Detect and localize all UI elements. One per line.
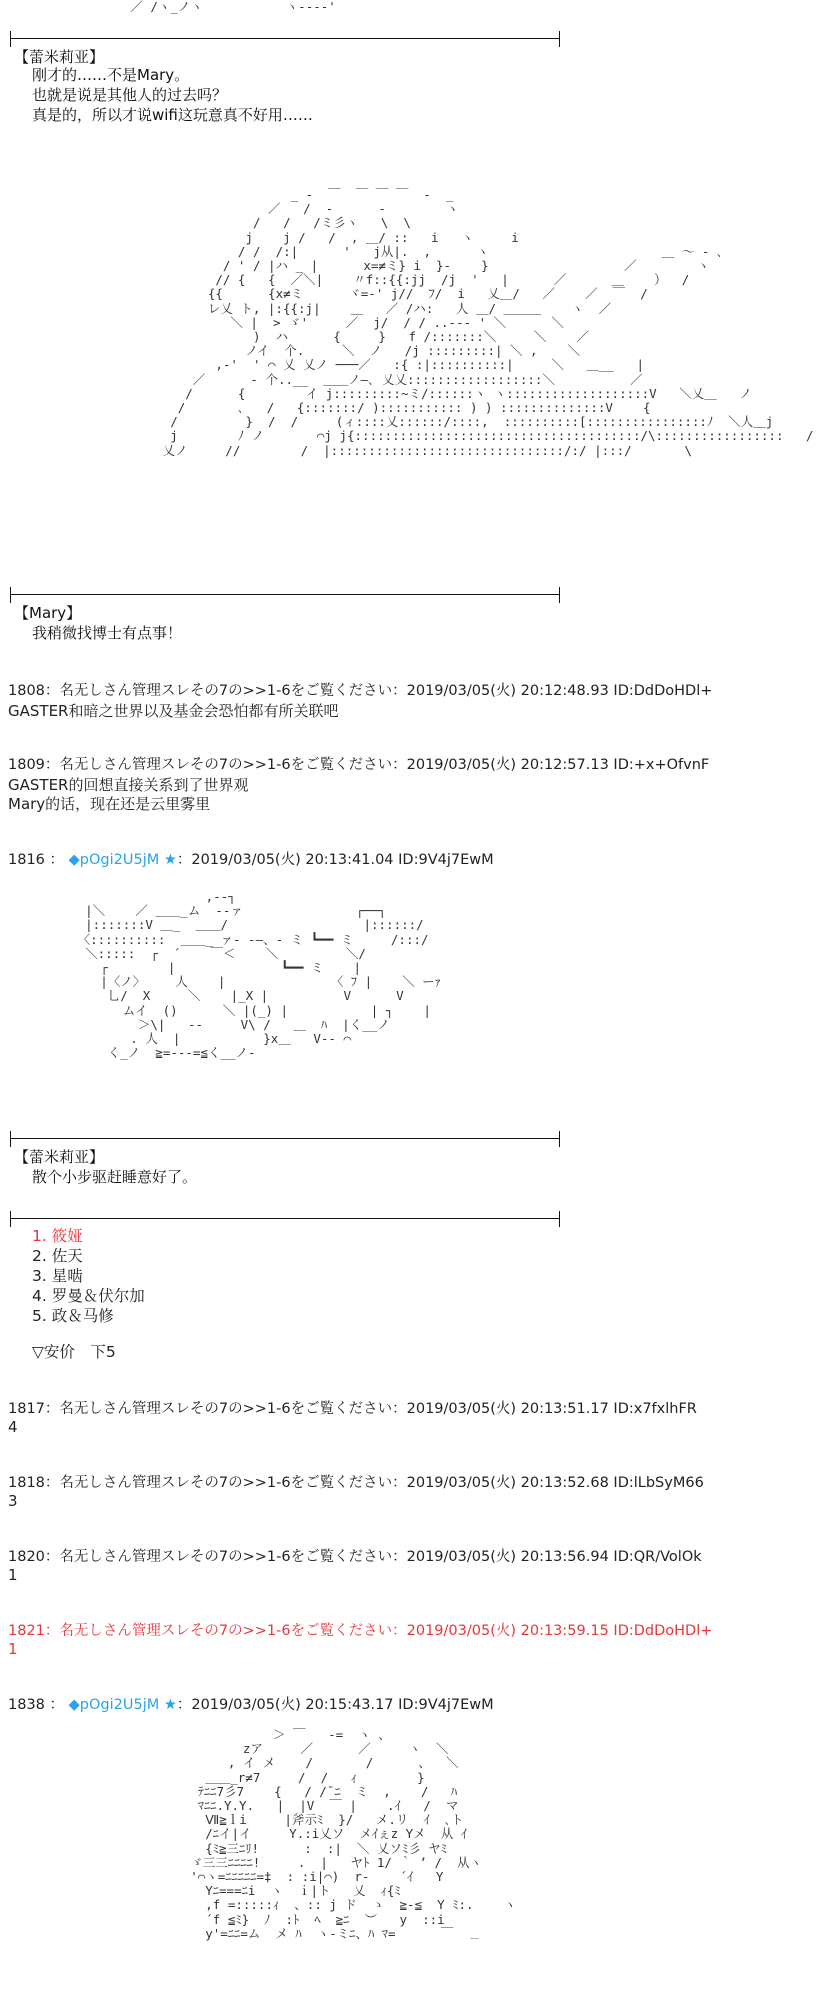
post-date: ：2019/03/05(火) 20:13:59.15 [392,1623,609,1639]
post-header [8,682,712,700]
poster-id[interactable]: ID:DdDoHDl+ [613,683,713,699]
scene-divider [10,1218,560,1219]
post-header [8,756,709,774]
scene-divider [10,1138,560,1139]
poster-id[interactable]: ID:DdDoHDl+ [613,1623,713,1639]
poster-name: ：名无しさん管理スレその7の>>1-6をご覧ください [44,683,393,699]
scene-divider [10,38,560,39]
post-date: ：2019/03/05(火) 20:15:43.17 [176,1697,394,1713]
post-number[interactable]: 1817 [8,1401,45,1417]
speaker-name: 【Mary】 [14,604,82,622]
poster-id[interactable]: ID:QR/VolOk [613,1549,702,1565]
ascii-art-girl: _ - ￣ ￣ ￣ ￣ - _ ／ / - - ヽ / / /ミ彡ヽ \ \ j j / / , ＿/ :: i ヽ i / / /:| ' j从|. , ヽ ＿ ～ - ､ / ' / |ハ _ | x=≠ミ} i }- } ／ ヽ // { { ／＼| 〃f::{{:jj /j ' | ／ ＿ ） / {{ {x≠ミ ヾ=-' j// ﾌ/ i 乂＿/ ／ ／ ￣ / レ乂 ト, |:{{:j| ＿ ／ /ハ: 人 ＿/ ＿＿＿ ヽ ／ ＼ | > ゞ' ／ j/ / / ..-‐- ' ＼ ＼ ) ハ { } f /:::::::＼ ＼ ／ ノイ 个. ＼ ノ /j :::::::::| ＼ , ＼ ,-' ' ⌒ 乂 乂ノ ───／ :{ :|::::::::::| ＼ ＿__ | ／ ‐ 个..__ ＿＿ノ―､ 乂乂::::::::::::::::::＼ ／ / { イ j:::::::::~ミ/::::::ヽ ヽ:::::::::::::::::::V ＼乂＿ ノ / ､ / {:::::::/ )::::::::::: ) ) ::::::::::::::V { / } / / (ィ::::乂::::::/::::, ::::::::::[::::::::::::::::ﾉ ＼人＿j j ﾉ ノ ⌒j j{::::::::::::::::::::::::::::::::::::::/\::::::::::::::::: / 乂ノ // / |:::::::::::::::::::::::::::::::/:/ |:::/ \ [162,187,814,458]
poster-name: ：名无しさん管理スレその7の>>1-6をご覧ください [44,1475,393,1491]
choice-item: 3. 星啮 [32,1267,83,1285]
post-date: ：2019/03/05(火) 20:13:51.17 [392,1401,609,1417]
ascii-art-girl-2: ＞ ￣ -= ヽ 、 zア ／ ／ ヽ ＼ , イ メ / / 、 ＼ ＿＿_r≠7 / / ｨ } ﾃﾆﾆ7彡7 { / /¯ﾆ ミ , / ﾊ ﾏﾆﾆ.Y.Y. | |V ￣ | .ｲ / マ Ⅶ≧ｌi |斧示ﾐ }/ メ.リ ｲ ､ト /ﾆイ|イ Y.:i乂ソ メｲぇz Yメ 从 ｲ {ﾐ≧三ﾆﾘ! : :| ＼ 乂ソﾐ彡 ヤﾐ ゞ三三ﾆﾆﾆﾆ! . | ヤﾄ 1/ ｀ ’ / 从ヽ '⌒ヽ=ﾆﾆﾆﾆﾆ=‡ : :i|⌒) r‐ ´ｲ Y Yﾆ===ﾆi ヽ ｉ|ト 乂 ｨ{ﾐ ,f =:::::ｨ 、:: j ド ゝ ≧-≦ Y ﾐ:. ヽ ´f ≦ﾐ} ﾉ :ﾄ ﾍ ≧ﾆ ︶ y ::i y'=ﾆﾆ=ム メ ﾊ ヽ-ミﾆ、ﾊ ﾏ= ￣ ﹍ [190,1727,517,1941]
post-header: 1816 ： ◆pOgi2U5jM ★：2019/03/05(火) 20:13:41.04 ID:9V4j7EwM [8,852,494,868]
post-date: ：2019/03/05(火) 20:13:56.94 [392,1549,609,1565]
dialogue-line: 我稍微找博士有点事！ [32,624,183,642]
poster-id[interactable]: ID:x7fxlhFR [613,1401,697,1417]
post-number[interactable]: 1820 [8,1549,45,1565]
poster-name: ：名无しさん管理スレその7の>>1-6をご覧ください [44,1549,393,1565]
choice-item: 2. 佐天 [32,1247,83,1265]
poster-name: ：名无しさん管理スレその7の>>1-6をご覧ください [44,1401,393,1417]
post-date: ：2019/03/05(火) 20:12:57.13 [392,757,609,773]
choice-item: 5. 政＆马修 [32,1307,114,1325]
post-body: 4 [8,1418,18,1436]
post-number[interactable]: 1808 [8,683,45,699]
post-header [8,1400,697,1418]
anka-note: ▽安价 下5 [32,1343,116,1361]
post-header: 1838 ： ◆pOgi2U5jM ★：2019/03/05(火) 20:15:43.17 ID:9V4j7EwM [8,1697,494,1713]
post-date: ：2019/03/05(火) 20:13:52.68 [392,1475,609,1491]
author-trip: ◆pOgi2U5jM ★ [68,1697,177,1713]
dialogue-line: 散个小步驱赶睡意好了。 [32,1168,198,1186]
dialogue-line: 真是的，所以才说wifi这玩意真不好用…… [32,106,313,124]
dialogue-line: 刚才的……不是Mary。 [32,66,190,84]
post-header [8,1622,712,1640]
post-date: ：2019/03/05(火) 20:12:48.93 [392,683,609,699]
poster-id[interactable]: ID:lLbSyM66 [613,1475,704,1491]
choice-item: 1. 筱娅 [32,1227,83,1245]
post-date: ：2019/03/05(火) 20:13:41.04 [176,852,394,868]
choice-item: 4. 罗曼＆伏尔加 [32,1287,145,1305]
post-body: 3 [8,1492,18,1510]
post-number[interactable]: 1809 [8,757,45,773]
author-trip: ◆pOgi2U5jM ★ [68,852,177,868]
speaker-name: 【蕾米莉亚】 [14,1148,105,1166]
poster-name: ：名无しさん管理スレその7の>>1-6をご覧ください [44,1623,393,1639]
post-body: GASTER和暗之世界以及基金会恐怕都有所关联吧 [8,702,339,720]
ascii-art-mary: ,--┐ |＼ ／ ＿＿_ム -‐ァ ┌──┐ |:::::::V ＿_ ＿＿/ |::::::/ 〈:::::::::: ＿＿_ ァ- ‐―、- ミ ┗━━ ミ /:::/ ＼::::: ┌ ´ ￣＜ ＼ ＼/ ┌ | ┗━━ ミ | |〈ノ〉 人 | 〈 ﾌ | ＼ ーｧ 乚/ X ＼ |_X | V V ムイ () ＼ |(_) | | ┐ | ＞\| ‐‐ V\ / ＿ ﾊ |く__ノ . 人 | }x＿ V‐‐ ⌒ く_ノ ≧=-‐-=≦く__ノ- [77,889,442,1061]
post-number[interactable]: 1818 [8,1475,45,1491]
ascii-art-top: ／ /ヽ_ノヽ ヽ----' [40,0,336,14]
poster-id[interactable]: ID:9V4j7EwM [398,852,494,868]
scene-divider [10,594,560,595]
post-header [8,1474,704,1492]
post-body: GASTER的回想直接关系到了世界观 Mary的话，现在还是云里雾里 [8,776,249,813]
post-body: 1 [8,1566,18,1584]
poster-id[interactable]: ID:+x+OfvnF [613,757,710,773]
post-body: 1 [8,1640,18,1658]
post-header [8,1548,702,1566]
dialogue-line: 也就是说是其他人的过去吗？ [32,86,228,104]
speaker-name: 【蕾米莉亚】 [14,48,105,66]
poster-id[interactable]: ID:9V4j7EwM [398,1697,494,1713]
post-number[interactable]: 1816 [8,852,45,868]
post-number[interactable]: 1821 [8,1623,45,1639]
poster-name: ：名无しさん管理スレその7の>>1-6をご覧ください [44,757,393,773]
post-number[interactable]: 1838 [8,1697,45,1713]
